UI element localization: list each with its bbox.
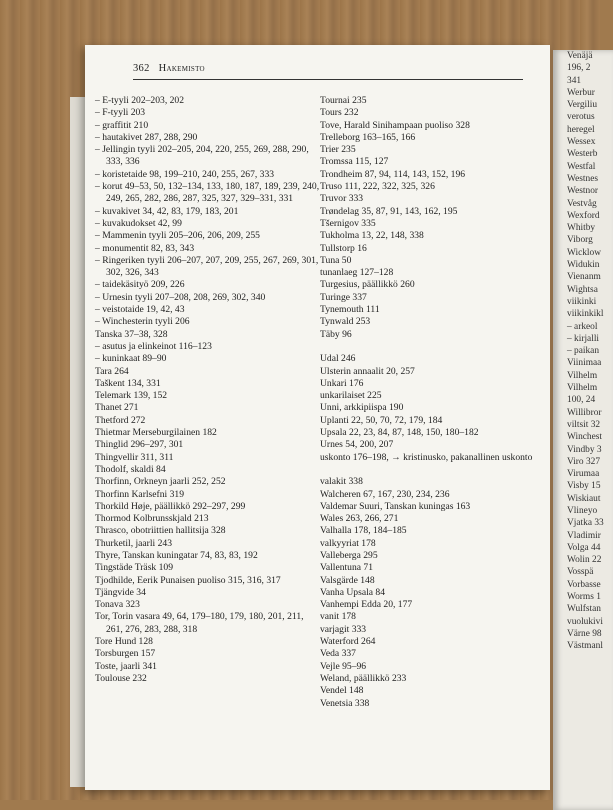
facing-page-fragment: 100, 24 xyxy=(567,395,596,406)
index-entry: Thingvellir 311, 311 xyxy=(95,451,174,463)
index-entry: Udal 246 xyxy=(320,353,356,365)
index-entry: Tonava 323 xyxy=(95,599,140,611)
facing-page-fragment: Willibror xyxy=(567,407,602,418)
index-entry: Tukholma 13, 22, 148, 338 xyxy=(320,230,424,242)
header-rule xyxy=(133,79,523,80)
index-entry: Vanha Upsala 84 xyxy=(320,586,386,598)
facing-page-fragment: Westfal xyxy=(567,161,596,172)
index-entry: Tara 264 xyxy=(95,365,129,377)
facing-page-fragment: Worms 1 xyxy=(567,592,601,603)
facing-page-fragment: 196, 2 xyxy=(567,63,591,74)
index-entry: Täby 96 xyxy=(320,328,352,340)
facing-page-fragment: Venäjä xyxy=(567,51,593,61)
facing-page-fragment: Whitby xyxy=(567,223,596,234)
facing-page-fragment: Vilhelm xyxy=(567,370,598,381)
facing-page-fragment: Västmanl xyxy=(567,641,603,652)
facing-page-fragment: viikinkikl xyxy=(567,309,604,320)
page-number: 362 xyxy=(133,63,150,74)
index-entry: – Jellingin tyyli 202–205, 204, 220, 255, 269, 288, 290, 333, 336 xyxy=(95,144,309,168)
facing-page-fragment: Westnor xyxy=(567,186,599,197)
index-entry: Telemark 139, 152 xyxy=(95,390,168,402)
facing-page-fragment: heregel xyxy=(567,124,595,135)
index-entry: – asutus ja elinkeinot 116–123 xyxy=(95,340,212,352)
index-entry: – kuvakivet 34, 42, 83, 179, 183, 201 xyxy=(95,205,239,217)
index-entry: Tuna 50 xyxy=(320,254,352,266)
facing-page-fragment: Vlineyo xyxy=(567,505,598,516)
facing-page-fragment: – arkeol xyxy=(567,321,598,332)
index-entry: Trier 235 xyxy=(320,144,356,156)
index-entry: Thorfinn Karlsefni 319 xyxy=(95,488,184,500)
index-entry: Tor, Torin vasara 49, 64, 179–180, 179, 180, 201, 211, 261, 276, 283, 288, 318 xyxy=(95,611,304,635)
facing-page-fragment: Wexford xyxy=(567,210,600,221)
facing-page-fragment: Wulfstan xyxy=(567,604,601,615)
index-entry: Vendel 148 xyxy=(320,685,364,697)
index-entry: – Mammenin tyyli 205–206, 206, 209, 255 xyxy=(95,230,260,242)
facing-page-fragment: viltsit 32 xyxy=(567,419,601,430)
facing-page-fragment: Wiskiaut xyxy=(567,493,601,504)
index-entry: Tromssa 115, 127 xyxy=(320,156,389,168)
index-entry: varjagit 333 xyxy=(320,623,367,635)
index-entry: Tore Hund 128 xyxy=(95,636,153,648)
index-column-left xyxy=(95,95,320,685)
index-entry: unkarilaiset 225 xyxy=(320,390,382,402)
facing-page-fragment: Virumaa xyxy=(567,469,600,480)
index-entry: valakit 338 xyxy=(320,476,363,488)
index-entry: – graffitit 210 xyxy=(95,119,149,131)
index-entry: vanit 178 xyxy=(320,611,356,623)
facing-page-fragment: 341 xyxy=(567,75,582,86)
index-entry: Tšernigov 335 xyxy=(320,217,376,229)
facing-page-fragment: Werbur xyxy=(567,87,595,98)
facing-page-fragment: Vestvåg xyxy=(567,198,597,209)
index-entry: Tingstäde Träsk 109 xyxy=(95,562,174,574)
index-entry: Valhalla 178, 184–185 xyxy=(320,525,407,537)
facing-page-fragment: viikinki xyxy=(567,296,597,307)
index-entry: Vejle 95–96 xyxy=(320,660,367,672)
index-entry: Turgesius, päällikkö 260 xyxy=(320,279,415,291)
index-entry: Walcheren 67, 167, 230, 234, 236 xyxy=(320,488,450,500)
page-title: Hakemisto xyxy=(158,63,205,74)
index-entry: Veda 337 xyxy=(320,648,356,660)
index-entry: Venetsia 338 xyxy=(320,697,370,709)
facing-page-fragment: Vergiliu xyxy=(567,100,598,111)
facing-page-fragment: Vladimir xyxy=(567,530,601,541)
book-page xyxy=(85,45,550,790)
index-entry: Upsala 22, 23, 84, 87, 148, 150, 180–182 xyxy=(320,427,479,439)
index-entry: – korut 49–53, 50, 132–134, 133, 180, 187, 189, 239, 240, 249, 265, 282, 286, 287, 325, 327, 329–331, 331 xyxy=(95,181,320,205)
facing-page-fragment: Westerb xyxy=(567,149,598,160)
index-entry: Waterford 264 xyxy=(320,636,376,648)
facing-page-fragment: Widukin xyxy=(567,260,600,271)
index-entry: Ulsterin annaalit 20, 257 xyxy=(320,365,415,377)
index-entry: Wales 263, 266, 271 xyxy=(320,513,399,525)
index-entry: Unkari 176 xyxy=(320,377,364,389)
facing-page-fragment: verotus xyxy=(567,112,595,123)
index-entry: – veistotaide 19, 42, 43 xyxy=(95,304,185,316)
index-entry: Toulouse 232 xyxy=(95,672,147,684)
index-entry: Tanska 37–38, 328 xyxy=(95,328,168,340)
index-entry: Thinglid 296–297, 301 xyxy=(95,439,184,451)
facing-page-fragment: Vorbasse xyxy=(567,579,601,590)
index-entry: Thrasco, obotriittien hallitsija 328 xyxy=(95,525,226,537)
facing-page xyxy=(553,50,613,810)
index-entry: Trøndelag 35, 87, 91, 143, 162, 195 xyxy=(320,205,458,217)
section-gap xyxy=(320,464,535,476)
index-entry: Tove, Harald Sinihampaan puoliso 328 xyxy=(320,119,470,131)
index-entry: – Ringeriken tyyli 206–207, 207, 209, 255, 267, 269, 301, 302, 326, 343 xyxy=(95,254,319,279)
facing-page-fragment: Vosspä xyxy=(567,567,594,578)
index-entry: Thietmar Merseburgilainen 182 xyxy=(95,427,217,439)
facing-page-fragment: Viinimaa xyxy=(567,358,602,369)
facing-page-fragment: – paikan xyxy=(567,346,600,357)
index-entry: tunanlaeg 127–128 xyxy=(320,267,394,279)
index-entry: Tynemouth 111 xyxy=(320,304,380,316)
index-entry: Uplanti 22, 50, 70, 72, 179, 184 xyxy=(320,414,443,426)
index-entry: Thurketil, jaarli 243 xyxy=(95,537,172,549)
index-entry: Unni, arkkipiispa 190 xyxy=(320,402,404,414)
index-entry: Torsburgen 157 xyxy=(95,648,156,660)
index-entry: Valsgärde 148 xyxy=(320,574,375,586)
index-entry: Taškent 134, 331 xyxy=(95,377,161,389)
index-entry: Vallentuna 71 xyxy=(320,562,374,574)
index-entry: Toste, jaarli 341 xyxy=(95,660,157,672)
facing-page-fragment: Värne 98 xyxy=(567,628,602,639)
index-entry: Thanet 271 xyxy=(95,402,139,414)
index-entry: Tullstorp 16 xyxy=(320,242,367,254)
index-entry: – hautakivet 287, 288, 290 xyxy=(95,131,198,143)
facing-page-fragment: Winchest xyxy=(567,432,603,443)
index-entry: Truvor 333 xyxy=(320,193,364,205)
index-column-right xyxy=(320,95,535,710)
page-header xyxy=(133,63,205,74)
index-entry: Valdemar Suuri, Tanskan kuningas 163 xyxy=(320,500,471,512)
index-entry: Tjodhilde, Eerik Punaisen puoliso 315, 316, 317 xyxy=(95,574,281,586)
facing-page-fragment: vuolukivi xyxy=(567,616,603,627)
index-entry: Urnes 54, 200, 207 xyxy=(320,439,394,451)
facing-page-fragment: Vienanm xyxy=(567,272,601,283)
index-entry: Thorfinn, Orkneyn jaarli 252, 252 xyxy=(95,476,226,488)
index-entry: Tours 232 xyxy=(320,107,359,119)
index-entry: – Urnesin tyyli 207–208, 208, 269, 302, 340 xyxy=(95,291,266,303)
index-entry: Truso 111, 222, 322, 325, 326 xyxy=(320,181,435,193)
facing-page-fragment: Wightsa xyxy=(567,284,598,295)
facing-page-fragment: Westnes xyxy=(567,173,599,184)
index-entry: – kuvakudokset 42, 99 xyxy=(95,217,182,229)
index-entry: Thormod Kolbrunsskjald 213 xyxy=(95,513,209,525)
facing-page-fragment: Viborg xyxy=(567,235,593,246)
index-entry: Trondheim 87, 94, 114, 143, 152, 196 xyxy=(320,168,466,180)
index-entry: – E-tyyli 202–203, 202 xyxy=(95,95,185,106)
facing-page-fragment: – kirjalli xyxy=(567,333,600,344)
facing-page-fragment: Viro 327 xyxy=(567,456,601,467)
facing-page-fragment: Vjatka 33 xyxy=(567,518,604,529)
index-entry: – taidekäsityö 209, 226 xyxy=(95,279,185,291)
index-entry: – kuninkaat 89–90 xyxy=(95,353,167,365)
index-entry: Thodolf, skaldi 84 xyxy=(95,463,166,475)
index-entry: Weland, päällikkö 233 xyxy=(320,672,407,684)
section-gap xyxy=(320,341,535,353)
index-entry: Tournai 235 xyxy=(320,95,367,106)
index-entry: Trelleborg 163–165, 166 xyxy=(320,131,416,143)
facing-page-fragment: Visby 15 xyxy=(567,481,601,492)
index-entry: valkyyriat 178 xyxy=(320,537,376,549)
index-entry: Valleberga 295 xyxy=(320,549,378,561)
index-entry: – monumentit 82, 83, 343 xyxy=(95,242,195,254)
index-entry: Thorkild Høje, päällikkö 292–297, 299 xyxy=(95,500,246,512)
index-entry: – Winchesterin tyyli 206 xyxy=(95,316,190,328)
facing-page-fragment: Wicklow xyxy=(567,247,601,258)
index-entry: Vanhempi Edda 20, 177 xyxy=(320,599,413,611)
facing-page-fragment: Vindby 3 xyxy=(567,444,602,455)
index-entry: Tjängvide 34 xyxy=(95,586,146,598)
index-entry: Tynwald 253 xyxy=(320,316,371,328)
index-entry: uskonto 176–198, → kristinusko, pakanallinen uskonto xyxy=(320,451,533,463)
index-entry: – koristetaide 98, 199–210, 240, 255, 267, 333 xyxy=(95,168,275,180)
index-entry: Turinge 337 xyxy=(320,291,367,303)
index-entry: Thetford 272 xyxy=(95,414,146,426)
index-entry: – F-tyyli 203 xyxy=(95,107,146,119)
facing-page-fragment: Wessex xyxy=(567,137,596,148)
facing-page-fragment: Vilhelm xyxy=(567,383,598,394)
facing-page-fragment: Volga 44 xyxy=(567,542,601,553)
index-entry: Thyre, Tanskan kuningatar 74, 83, 83, 192 xyxy=(95,549,258,561)
facing-page-fragment: Wolin 22 xyxy=(567,555,602,566)
